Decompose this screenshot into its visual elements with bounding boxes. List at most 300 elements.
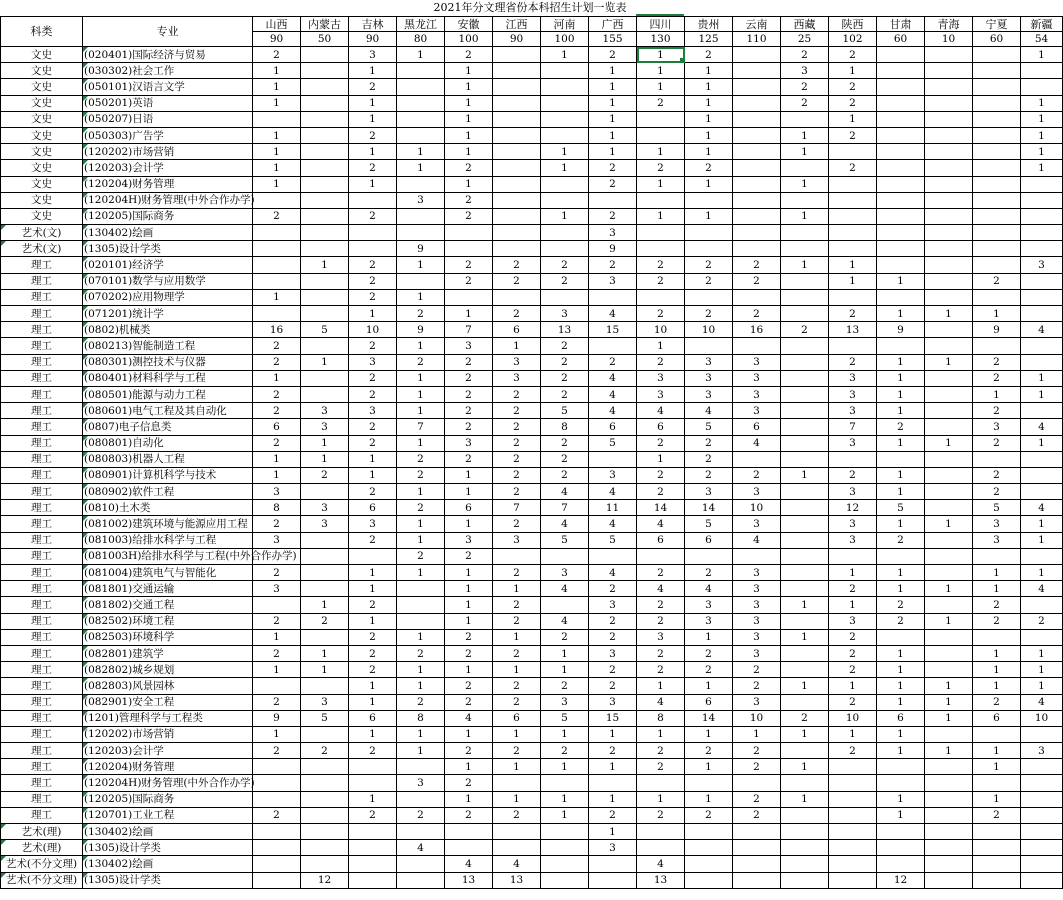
- value-cell[interactable]: [541, 111, 589, 127]
- value-cell[interactable]: [253, 241, 301, 257]
- value-cell[interactable]: 6: [253, 419, 301, 435]
- value-cell[interactable]: [397, 613, 445, 629]
- value-cell[interactable]: 3: [973, 419, 1021, 435]
- value-cell[interactable]: 3: [733, 694, 781, 710]
- value-cell[interactable]: [877, 63, 925, 79]
- province-header[interactable]: 云南: [733, 17, 781, 32]
- value-cell[interactable]: 2: [349, 273, 397, 289]
- value-cell[interactable]: [301, 144, 349, 160]
- value-cell[interactable]: 2: [781, 322, 829, 338]
- value-cell[interactable]: 1: [781, 257, 829, 273]
- value-cell[interactable]: 1: [877, 581, 925, 597]
- value-cell[interactable]: 4: [493, 856, 541, 872]
- value-cell[interactable]: 1: [301, 257, 349, 273]
- value-cell[interactable]: 1: [541, 160, 589, 176]
- value-cell[interactable]: [781, 354, 829, 370]
- value-cell[interactable]: [733, 840, 781, 856]
- value-cell[interactable]: 1: [253, 127, 301, 143]
- value-cell[interactable]: 1: [1021, 662, 1063, 678]
- value-cell[interactable]: 1: [637, 144, 685, 160]
- value-cell[interactable]: 1: [349, 144, 397, 160]
- value-cell[interactable]: [925, 47, 973, 63]
- value-cell[interactable]: [973, 111, 1021, 127]
- value-cell[interactable]: [1021, 467, 1063, 483]
- province-quota[interactable]: 60: [973, 32, 1021, 47]
- value-cell[interactable]: 1: [445, 63, 493, 79]
- value-cell[interactable]: 3: [301, 694, 349, 710]
- value-cell[interactable]: 1: [781, 759, 829, 775]
- value-cell[interactable]: [685, 872, 733, 888]
- value-cell[interactable]: 1: [877, 306, 925, 322]
- value-cell[interactable]: [973, 176, 1021, 192]
- value-cell[interactable]: [253, 872, 301, 888]
- value-cell[interactable]: [301, 192, 349, 208]
- category-cell[interactable]: [1, 613, 83, 629]
- value-cell[interactable]: [877, 111, 925, 127]
- value-cell[interactable]: 3: [733, 613, 781, 629]
- value-cell[interactable]: 2: [493, 597, 541, 613]
- value-cell[interactable]: 1: [349, 111, 397, 127]
- value-cell[interactable]: 2: [493, 484, 541, 500]
- value-cell[interactable]: 2: [637, 95, 685, 111]
- category-cell[interactable]: [1, 95, 83, 111]
- value-cell[interactable]: 3: [589, 273, 637, 289]
- province-header[interactable]: 黑龙江: [397, 17, 445, 32]
- value-cell[interactable]: 1: [829, 565, 877, 581]
- value-cell[interactable]: 1: [589, 144, 637, 160]
- value-cell[interactable]: [1021, 63, 1063, 79]
- value-cell[interactable]: 3: [829, 386, 877, 402]
- value-cell[interactable]: [541, 241, 589, 257]
- value-cell[interactable]: 3: [1021, 257, 1063, 273]
- value-cell[interactable]: 1: [445, 613, 493, 629]
- value-cell[interactable]: 1: [493, 629, 541, 645]
- value-cell[interactable]: 2: [493, 694, 541, 710]
- category-cell[interactable]: [1, 743, 83, 759]
- value-cell[interactable]: [781, 548, 829, 564]
- value-cell[interactable]: 2: [973, 613, 1021, 629]
- major-cell[interactable]: [83, 241, 253, 257]
- value-cell[interactable]: 1: [877, 662, 925, 678]
- value-cell[interactable]: 2: [733, 759, 781, 775]
- value-cell[interactable]: 3: [829, 403, 877, 419]
- value-cell[interactable]: [349, 840, 397, 856]
- value-cell[interactable]: 6: [349, 500, 397, 516]
- value-cell[interactable]: 2: [445, 192, 493, 208]
- value-cell[interactable]: 2: [733, 791, 781, 807]
- value-cell[interactable]: 8: [253, 500, 301, 516]
- value-cell[interactable]: 2: [685, 451, 733, 467]
- value-cell[interactable]: 2: [253, 338, 301, 354]
- value-cell[interactable]: [541, 176, 589, 192]
- value-cell[interactable]: 4: [589, 516, 637, 532]
- category-cell[interactable]: [1, 645, 83, 661]
- major-cell[interactable]: [83, 257, 253, 273]
- value-cell[interactable]: 10: [685, 322, 733, 338]
- value-cell[interactable]: 2: [733, 273, 781, 289]
- province-quota[interactable]: 90: [349, 32, 397, 47]
- value-cell[interactable]: [301, 856, 349, 872]
- value-cell[interactable]: 1: [829, 726, 877, 742]
- value-cell[interactable]: [349, 548, 397, 564]
- value-cell[interactable]: [397, 273, 445, 289]
- value-cell[interactable]: 2: [733, 467, 781, 483]
- value-cell[interactable]: 2: [829, 354, 877, 370]
- value-cell[interactable]: 2: [253, 208, 301, 224]
- value-cell[interactable]: 1: [1021, 645, 1063, 661]
- major-cell[interactable]: [83, 47, 253, 63]
- province-header[interactable]: 河南: [541, 17, 589, 32]
- major-cell[interactable]: [83, 597, 253, 613]
- value-cell[interactable]: 1: [781, 208, 829, 224]
- province-quota[interactable]: 60: [877, 32, 925, 47]
- value-cell[interactable]: 5: [685, 419, 733, 435]
- value-cell[interactable]: 1: [445, 662, 493, 678]
- value-cell[interactable]: 1: [349, 467, 397, 483]
- value-cell[interactable]: 1: [445, 95, 493, 111]
- value-cell[interactable]: 3: [733, 403, 781, 419]
- value-cell[interactable]: [925, 338, 973, 354]
- value-cell[interactable]: [925, 484, 973, 500]
- value-cell[interactable]: [301, 581, 349, 597]
- value-cell[interactable]: 2: [253, 807, 301, 823]
- value-cell[interactable]: [445, 225, 493, 241]
- major-cell[interactable]: [83, 759, 253, 775]
- value-cell[interactable]: [877, 95, 925, 111]
- province-quota[interactable]: 54: [1021, 32, 1063, 47]
- value-cell[interactable]: 1: [253, 451, 301, 467]
- value-cell[interactable]: 3: [301, 500, 349, 516]
- value-cell[interactable]: [589, 338, 637, 354]
- value-cell[interactable]: 2: [637, 435, 685, 451]
- value-cell[interactable]: [781, 273, 829, 289]
- value-cell[interactable]: 2: [493, 419, 541, 435]
- value-cell[interactable]: 2: [589, 208, 637, 224]
- value-cell[interactable]: 2: [493, 678, 541, 694]
- major-cell[interactable]: [83, 856, 253, 872]
- value-cell[interactable]: 1: [781, 597, 829, 613]
- value-cell[interactable]: 3: [637, 386, 685, 402]
- province-quota[interactable]: 100: [445, 32, 493, 47]
- value-cell[interactable]: 2: [781, 47, 829, 63]
- value-cell[interactable]: 2: [637, 484, 685, 500]
- value-cell[interactable]: 1: [637, 726, 685, 742]
- province-quota[interactable]: 80: [397, 32, 445, 47]
- value-cell[interactable]: 2: [541, 435, 589, 451]
- value-cell[interactable]: 1: [349, 176, 397, 192]
- category-cell[interactable]: [1, 548, 83, 564]
- value-cell[interactable]: 3: [829, 484, 877, 500]
- value-cell[interactable]: 1: [301, 451, 349, 467]
- value-cell[interactable]: [877, 824, 925, 840]
- category-cell[interactable]: [1, 111, 83, 127]
- value-cell[interactable]: [925, 160, 973, 176]
- value-cell[interactable]: [301, 775, 349, 791]
- value-cell[interactable]: [493, 208, 541, 224]
- value-cell[interactable]: [973, 548, 1021, 564]
- value-cell[interactable]: 2: [445, 354, 493, 370]
- value-cell[interactable]: [397, 581, 445, 597]
- value-cell[interactable]: 2: [445, 775, 493, 791]
- value-cell[interactable]: 1: [877, 484, 925, 500]
- value-cell[interactable]: 4: [685, 403, 733, 419]
- value-cell[interactable]: 1: [1021, 386, 1063, 402]
- selected-cell[interactable]: 1: [637, 47, 685, 63]
- value-cell[interactable]: [253, 225, 301, 241]
- major-cell[interactable]: [83, 63, 253, 79]
- value-cell[interactable]: 13: [829, 322, 877, 338]
- province-header[interactable]: 四川: [637, 17, 685, 32]
- major-cell[interactable]: [83, 322, 253, 338]
- value-cell[interactable]: [253, 192, 301, 208]
- value-cell[interactable]: 2: [973, 435, 1021, 451]
- value-cell[interactable]: [301, 176, 349, 192]
- value-cell[interactable]: 1: [973, 565, 1021, 581]
- value-cell[interactable]: [925, 225, 973, 241]
- value-cell[interactable]: [733, 225, 781, 241]
- value-cell[interactable]: [829, 451, 877, 467]
- value-cell[interactable]: 1: [445, 516, 493, 532]
- value-cell[interactable]: [973, 47, 1021, 63]
- value-cell[interactable]: 1: [253, 467, 301, 483]
- value-cell[interactable]: [253, 257, 301, 273]
- value-cell[interactable]: [349, 824, 397, 840]
- major-cell[interactable]: [83, 516, 253, 532]
- value-cell[interactable]: [397, 95, 445, 111]
- value-cell[interactable]: 6: [733, 419, 781, 435]
- value-cell[interactable]: [781, 435, 829, 451]
- value-cell[interactable]: 2: [397, 500, 445, 516]
- value-cell[interactable]: 1: [349, 95, 397, 111]
- value-cell[interactable]: [541, 79, 589, 95]
- value-cell[interactable]: 1: [973, 743, 1021, 759]
- major-cell[interactable]: [83, 710, 253, 726]
- value-cell[interactable]: 3: [493, 532, 541, 548]
- major-cell[interactable]: [83, 791, 253, 807]
- province-quota[interactable]: 90: [253, 32, 301, 47]
- value-cell[interactable]: 2: [685, 435, 733, 451]
- value-cell[interactable]: 2: [637, 645, 685, 661]
- value-cell[interactable]: 2: [589, 678, 637, 694]
- value-cell[interactable]: 1: [973, 386, 1021, 402]
- value-cell[interactable]: 1: [829, 257, 877, 273]
- value-cell[interactable]: 4: [541, 516, 589, 532]
- value-cell[interactable]: 5: [685, 516, 733, 532]
- major-cell[interactable]: [83, 532, 253, 548]
- major-cell[interactable]: [83, 548, 297, 564]
- major-cell[interactable]: [83, 403, 253, 419]
- value-cell[interactable]: 3: [829, 370, 877, 386]
- value-cell[interactable]: 2: [589, 629, 637, 645]
- value-cell[interactable]: [733, 79, 781, 95]
- value-cell[interactable]: [973, 872, 1021, 888]
- value-cell[interactable]: 1: [877, 807, 925, 823]
- category-cell[interactable]: [1, 338, 83, 354]
- value-cell[interactable]: [973, 225, 1021, 241]
- value-cell[interactable]: [1021, 403, 1063, 419]
- value-cell[interactable]: [493, 192, 541, 208]
- value-cell[interactable]: [877, 775, 925, 791]
- value-cell[interactable]: 1: [637, 208, 685, 224]
- value-cell[interactable]: 7: [397, 419, 445, 435]
- value-cell[interactable]: [925, 807, 973, 823]
- value-cell[interactable]: 1: [589, 79, 637, 95]
- value-cell[interactable]: [637, 241, 685, 257]
- value-cell[interactable]: 5: [589, 532, 637, 548]
- value-cell[interactable]: [925, 289, 973, 305]
- value-cell[interactable]: 2: [445, 386, 493, 402]
- category-cell[interactable]: [1, 47, 83, 63]
- value-cell[interactable]: [733, 192, 781, 208]
- value-cell[interactable]: [397, 856, 445, 872]
- value-cell[interactable]: 2: [637, 662, 685, 678]
- value-cell[interactable]: [925, 386, 973, 402]
- value-cell[interactable]: 1: [397, 662, 445, 678]
- value-cell[interactable]: 2: [589, 807, 637, 823]
- value-cell[interactable]: 4: [637, 581, 685, 597]
- province-quota[interactable]: 50: [301, 32, 349, 47]
- province-header[interactable]: 西藏: [781, 17, 829, 32]
- province-header[interactable]: 宁夏: [973, 17, 1021, 32]
- value-cell[interactable]: 1: [493, 726, 541, 742]
- value-cell[interactable]: 2: [349, 807, 397, 823]
- value-cell[interactable]: [973, 338, 1021, 354]
- category-cell[interactable]: [1, 192, 83, 208]
- value-cell[interactable]: [781, 872, 829, 888]
- value-cell[interactable]: [685, 338, 733, 354]
- value-cell[interactable]: [541, 856, 589, 872]
- value-cell[interactable]: [397, 759, 445, 775]
- value-cell[interactable]: [493, 160, 541, 176]
- value-cell[interactable]: [829, 208, 877, 224]
- major-cell[interactable]: [83, 208, 253, 224]
- value-cell[interactable]: 2: [301, 743, 349, 759]
- value-cell[interactable]: [685, 775, 733, 791]
- major-cell[interactable]: [83, 289, 253, 305]
- value-cell[interactable]: 4: [541, 613, 589, 629]
- value-cell[interactable]: 1: [685, 79, 733, 95]
- value-cell[interactable]: 10: [829, 710, 877, 726]
- value-cell[interactable]: 1: [685, 95, 733, 111]
- value-cell[interactable]: 6: [493, 710, 541, 726]
- value-cell[interactable]: 2: [877, 532, 925, 548]
- value-cell[interactable]: [301, 289, 349, 305]
- value-cell[interactable]: 5: [301, 322, 349, 338]
- category-cell[interactable]: [1, 176, 83, 192]
- value-cell[interactable]: 4: [1021, 419, 1063, 435]
- province-header[interactable]: 安徽: [445, 17, 493, 32]
- value-cell[interactable]: 2: [253, 403, 301, 419]
- value-cell[interactable]: [925, 726, 973, 742]
- value-cell[interactable]: [781, 484, 829, 500]
- value-cell[interactable]: 1: [925, 581, 973, 597]
- value-cell[interactable]: 3: [349, 354, 397, 370]
- value-cell[interactable]: 1: [253, 370, 301, 386]
- value-cell[interactable]: 1: [493, 791, 541, 807]
- value-cell[interactable]: [973, 775, 1021, 791]
- value-cell[interactable]: 1: [397, 629, 445, 645]
- value-cell[interactable]: 4: [637, 516, 685, 532]
- value-cell[interactable]: 1: [445, 79, 493, 95]
- value-cell[interactable]: [925, 548, 973, 564]
- value-cell[interactable]: [877, 208, 925, 224]
- value-cell[interactable]: [925, 629, 973, 645]
- major-cell[interactable]: [83, 386, 253, 402]
- value-cell[interactable]: 2: [589, 160, 637, 176]
- value-cell[interactable]: 1: [925, 516, 973, 532]
- value-cell[interactable]: [829, 791, 877, 807]
- value-cell[interactable]: 4: [541, 581, 589, 597]
- value-cell[interactable]: [781, 856, 829, 872]
- value-cell[interactable]: 2: [637, 160, 685, 176]
- value-cell[interactable]: [301, 208, 349, 224]
- value-cell[interactable]: 4: [637, 403, 685, 419]
- value-cell[interactable]: 1: [829, 597, 877, 613]
- value-cell[interactable]: [925, 532, 973, 548]
- value-cell[interactable]: 1: [349, 613, 397, 629]
- value-cell[interactable]: 2: [973, 354, 1021, 370]
- value-cell[interactable]: 2: [829, 662, 877, 678]
- value-cell[interactable]: [397, 63, 445, 79]
- value-cell[interactable]: 2: [637, 743, 685, 759]
- value-cell[interactable]: 1: [397, 289, 445, 305]
- value-cell[interactable]: [781, 807, 829, 823]
- value-cell[interactable]: [253, 306, 301, 322]
- value-cell[interactable]: 1: [637, 63, 685, 79]
- value-cell[interactable]: 4: [445, 856, 493, 872]
- category-cell[interactable]: [1, 694, 83, 710]
- value-cell[interactable]: 9: [589, 241, 637, 257]
- value-cell[interactable]: 3: [589, 694, 637, 710]
- value-cell[interactable]: 4: [397, 840, 445, 856]
- value-cell[interactable]: [925, 241, 973, 257]
- value-cell[interactable]: [781, 111, 829, 127]
- value-cell[interactable]: 4: [1021, 322, 1063, 338]
- value-cell[interactable]: 5: [541, 532, 589, 548]
- value-cell[interactable]: 4: [1021, 694, 1063, 710]
- value-cell[interactable]: 1: [1021, 435, 1063, 451]
- value-cell[interactable]: 1: [1021, 127, 1063, 143]
- value-cell[interactable]: 1: [589, 111, 637, 127]
- value-cell[interactable]: [493, 127, 541, 143]
- value-cell[interactable]: [877, 225, 925, 241]
- major-cell[interactable]: [83, 662, 253, 678]
- value-cell[interactable]: 1: [685, 791, 733, 807]
- value-cell[interactable]: [781, 306, 829, 322]
- value-cell[interactable]: 1: [637, 451, 685, 467]
- category-cell[interactable]: [1, 225, 83, 241]
- value-cell[interactable]: 2: [445, 419, 493, 435]
- value-cell[interactable]: 4: [1021, 500, 1063, 516]
- province-header[interactable]: 山西: [253, 17, 301, 32]
- category-cell[interactable]: [1, 629, 83, 645]
- value-cell[interactable]: 1: [445, 467, 493, 483]
- value-cell[interactable]: 1: [253, 160, 301, 176]
- value-cell[interactable]: [349, 775, 397, 791]
- value-cell[interactable]: 2: [1021, 613, 1063, 629]
- major-cell[interactable]: [83, 419, 253, 435]
- value-cell[interactable]: [541, 127, 589, 143]
- category-cell[interactable]: [1, 710, 83, 726]
- category-cell[interactable]: [1, 451, 83, 467]
- value-cell[interactable]: 2: [253, 743, 301, 759]
- value-cell[interactable]: 3: [589, 645, 637, 661]
- value-cell[interactable]: [877, 451, 925, 467]
- value-cell[interactable]: 1: [397, 47, 445, 63]
- value-cell[interactable]: [1021, 484, 1063, 500]
- value-cell[interactable]: 1: [541, 645, 589, 661]
- value-cell[interactable]: 1: [445, 111, 493, 127]
